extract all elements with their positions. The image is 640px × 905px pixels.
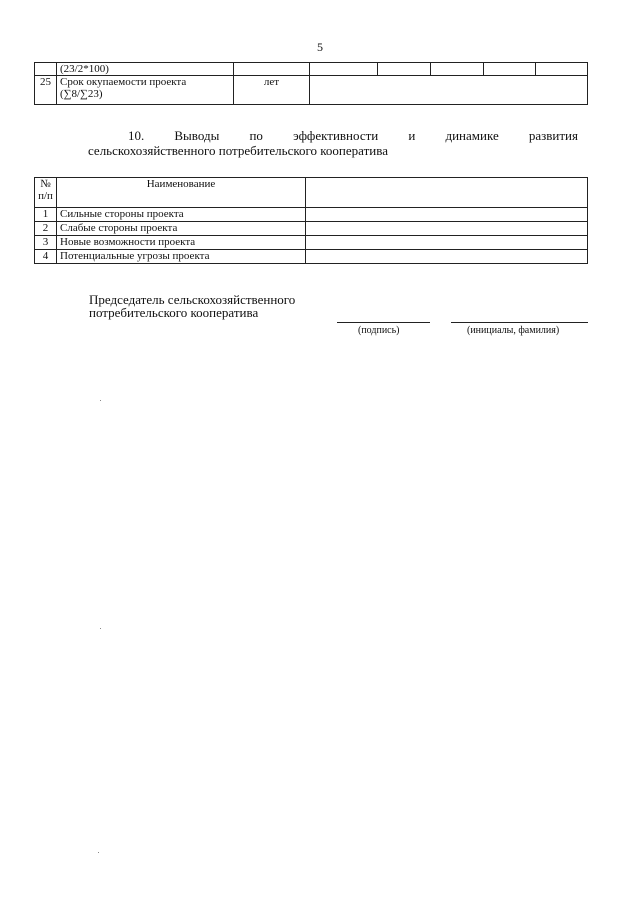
indicators-table-continuation — [34, 62, 588, 105]
value-cell — [310, 63, 378, 76]
row-name-formula: (∑8/∑23) — [60, 88, 103, 100]
section-heading-line1 — [88, 128, 578, 143]
row-number: 1 — [35, 208, 57, 222]
row-number: 2 — [35, 222, 57, 236]
row-name: (23/2*100) — [57, 63, 234, 76]
value-cell — [306, 236, 588, 250]
heading-word: по — [249, 128, 263, 143]
row-unit: лет — [234, 76, 310, 105]
scan-speck — [100, 628, 101, 629]
value-cell — [431, 63, 484, 76]
table-row — [35, 76, 588, 105]
value-cell — [306, 222, 588, 236]
row-name-line: Срок окупаемости проекта — [60, 76, 187, 88]
conclusions-table — [34, 177, 588, 264]
signatory-title-line2: потребительского кооператива — [89, 305, 259, 320]
table-row — [35, 250, 588, 264]
table-row — [35, 208, 588, 222]
header-number — [35, 178, 57, 208]
value-cell — [310, 76, 588, 105]
header-value — [306, 178, 588, 208]
table-row — [35, 63, 588, 76]
header-number-abbr: п/п — [38, 190, 53, 202]
row-name: Сильные стороны проекта — [57, 208, 306, 222]
signature-caption: (подпись) — [358, 325, 400, 336]
signatory-title-line1: Председатель сельскохозяйственного — [89, 292, 296, 307]
row-name: Потенциальные угрозы проекта — [57, 250, 306, 264]
row-number: 4 — [35, 250, 57, 264]
row-name — [57, 76, 234, 105]
table-row — [35, 222, 588, 236]
heading-word: эффективности — [293, 128, 379, 143]
scan-speck — [100, 400, 101, 401]
heading-word: и — [408, 128, 416, 143]
row-number: 3 — [35, 236, 57, 250]
value-cell — [378, 63, 431, 76]
header-name: Наименование — [57, 178, 306, 208]
section-number: 10. — [128, 128, 145, 143]
heading-word: динамике — [445, 128, 499, 143]
value-cell — [536, 63, 588, 76]
value-cell — [306, 208, 588, 222]
table-header-row — [35, 178, 588, 208]
name-caption: (инициалы, фамилия) — [467, 325, 560, 336]
row-number: 25 — [35, 76, 57, 105]
value-cell — [306, 250, 588, 264]
scan-speck — [98, 852, 99, 853]
row-number — [35, 63, 57, 76]
heading-word: Выводы — [174, 128, 220, 143]
signature-line — [337, 322, 430, 323]
row-name: Новые возможности проекта — [57, 236, 306, 250]
signatory-title — [89, 293, 295, 319]
row-unit — [234, 63, 310, 76]
section-heading-line2: сельскохозяйственного потребительского кооператива — [88, 143, 388, 158]
section-heading — [88, 128, 578, 158]
row-name: Слабые стороны проекта — [57, 222, 306, 236]
page-number: 5 — [317, 40, 323, 54]
heading-word: развития — [528, 128, 578, 143]
name-line — [451, 322, 588, 323]
table-row — [35, 236, 588, 250]
header-number-sign: № — [40, 178, 51, 190]
value-cell — [484, 63, 536, 76]
